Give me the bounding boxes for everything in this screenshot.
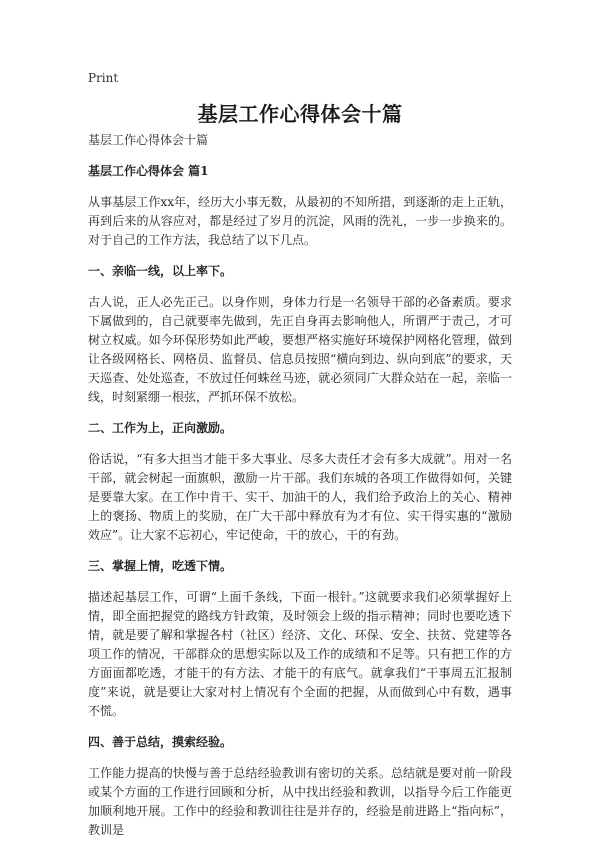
document-title: 基层工作心得体会十篇 — [197, 102, 403, 126]
heading-4: 四、善于总结，摸索经验。 — [88, 735, 233, 749]
paragraph-2: 俗话说，“有多大担当才能干多大事业、尽多大责任才会有多大成就”。用对一名干部，就会树起一面旗帜，激励一片干部。我们东城的各项工作做得如何，关键是要靠大家。在工作中肯干、实干、加油干的人，我们给予政治上的关心、精神上的褒扬、物质上的奖励，在广大干部中释放有为才有位、实干得实惠的“激励效应”。让大家不忘初心，牢记使命，干的放心，干的有劲。 — [88, 452, 512, 542]
paragraph-4: 工作能力提高的快慢与善于总结经验教训有密切的关系。总结就是要对前一阶段或某个方面的工作进行回顾和分析，从中找出经验和教训，以指导今后工作能更加顺利地开展。工作中的经验和教训往往是并存的，经验是前进路上“指向标”，教训是 — [88, 766, 512, 837]
paragraph-1: 古人说，正人必先正己。以身作则，身体力行是一名领导干部的必备素质。要求下属做到的，自己就要率先做到，先正自身再去影响他人，所谓严于责己，才可树立权威。如今环保形势如此严峻，要想严格实施好环境保护网格化管理，做到让各级网格长、网格员、监督员、信息员按照“横向到边、纵向到底”的要求，天天巡查、处处巡查，不放过任何蛛丝马迹，就必须同广大群众站在一起，亲临一线，时刻紧绷一根弦，严抓环保不放松。 — [88, 295, 512, 404]
paragraph-intro: 从事基层工作xx年，经历大小事无数，从最初的不知所措，到逐渐的走上正轨，再到后来的从容应对，都是经过了岁月的沉淀，风雨的洗礼，一步一步换来的。对于自己的工作方法，我总结了以下几点。 — [88, 195, 512, 247]
paragraph-3: 描述起基层工作，可谓“上面千条线，下面一根针。”这就要求我们必须掌握好上情，即全面把握党的路线方针政策，及时领会上级的指示精神；同时也要吃透下情，就是要了解和掌握各村（社区）经济、文化、环保、安全、扶贫、党建等各项工作的情况，干部群众的思想实际以及工作的成绩和不足等。只有把工作的方方面面都吃透，才能干的有方法、才能干的有底气。就拿我们“干事周五汇报制度”来说，就是要让大家对村上情况有个全面的把握，从而做到心中有数，遇事不慌。 — [88, 590, 512, 718]
document-body — [88, 131, 512, 852]
print-label[interactable]: Print — [88, 71, 119, 85]
section-title: 基层工作心得体会 篇1 — [88, 164, 209, 178]
document-subtitle: 基层工作心得体会十篇 — [88, 133, 209, 147]
heading-1: 一、亲临一线，以上率下。 — [88, 264, 233, 278]
heading-3: 三、掌握上情，吃透下情。 — [88, 559, 233, 573]
heading-2: 二、工作为上，正向激励。 — [88, 421, 233, 435]
